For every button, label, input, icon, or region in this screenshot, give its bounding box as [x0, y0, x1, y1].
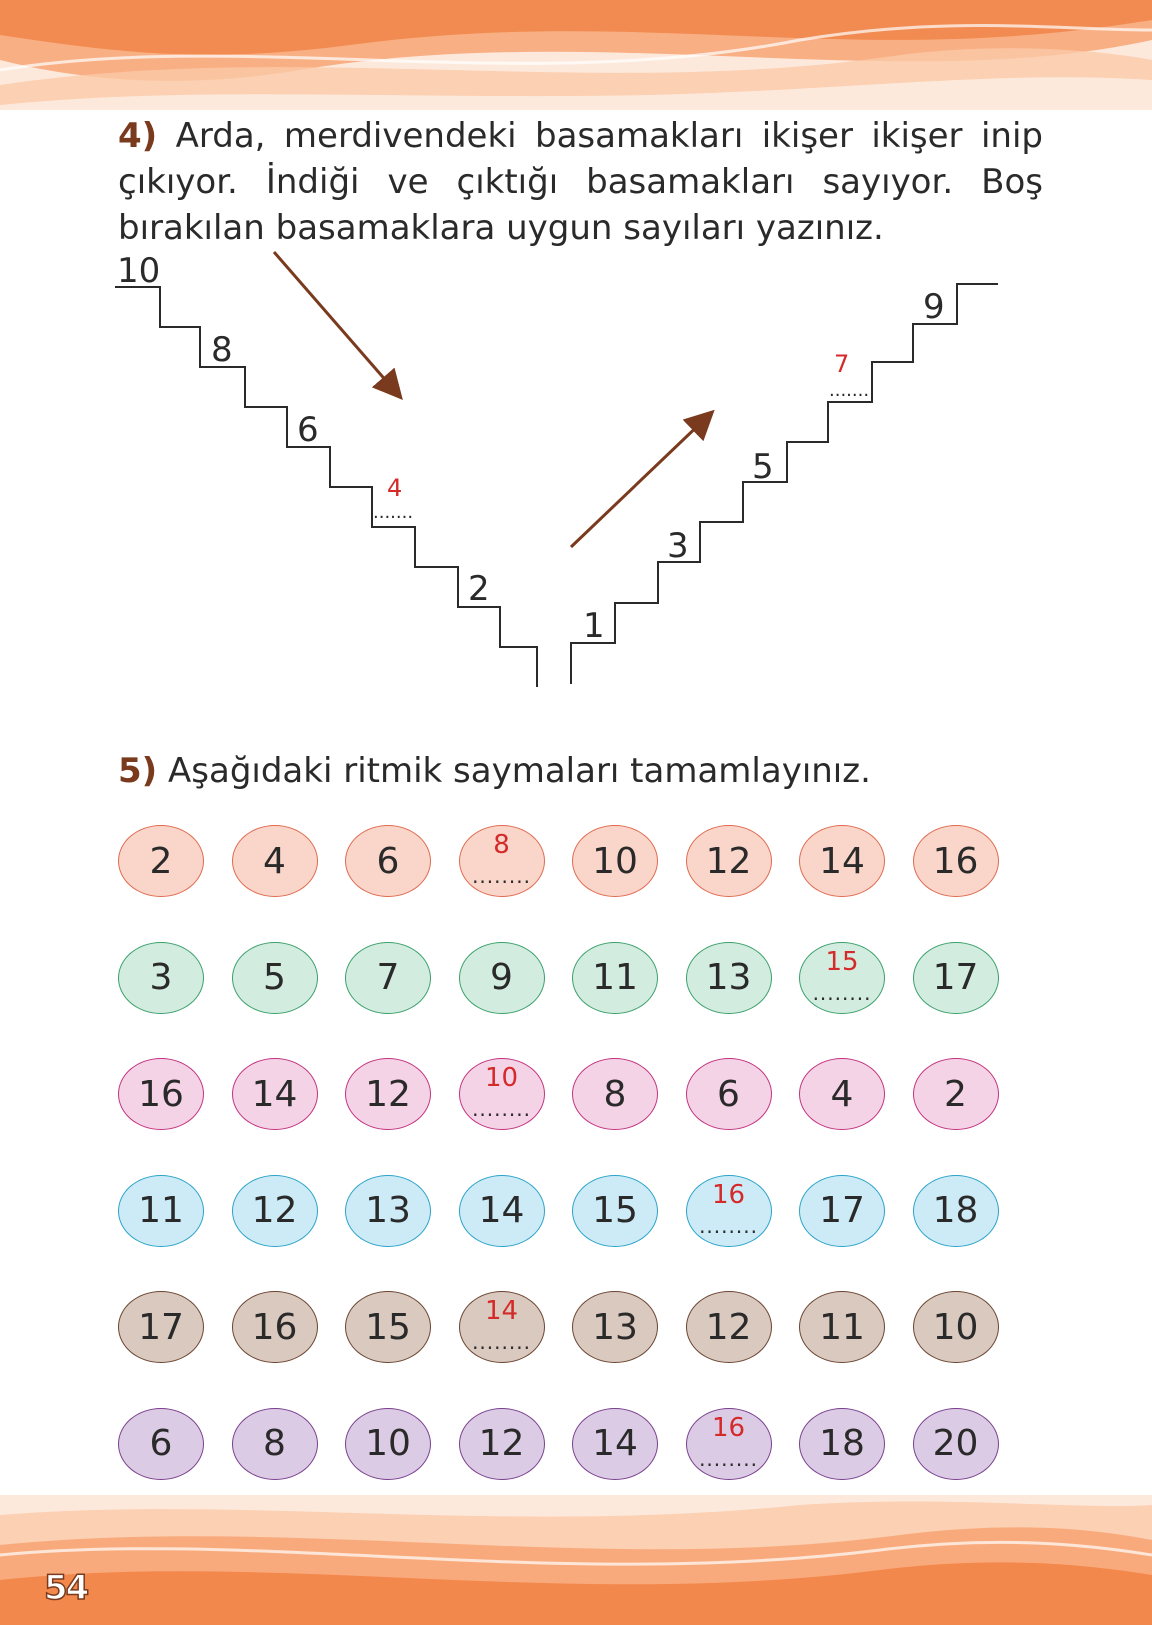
counting-blank-cell[interactable] [459, 825, 545, 897]
counting-number-cell: 12 [232, 1175, 318, 1247]
stair-blank-right: ....... [829, 380, 870, 401]
counting-blank-dots: ........ [472, 864, 531, 888]
question-5-body: Aşağıdaki ritmik saymaları tamamlayınız. [168, 751, 871, 791]
counting-number-cell: 2 [913, 1058, 999, 1130]
counting-blank-dots: ........ [699, 1446, 758, 1471]
counting-number-cell: 14 [799, 825, 885, 897]
counting-number-cell: 2 [118, 825, 204, 897]
counting-number-cell: 4 [799, 1058, 885, 1130]
counting-number-cell: 13 [686, 942, 772, 1014]
stair-label-10: 10 [117, 251, 161, 291]
down-arrow [274, 252, 395, 391]
counting-number-cell: 12 [686, 1291, 772, 1363]
counting-number-cell: 14 [572, 1408, 658, 1480]
counting-number-cell: 9 [459, 942, 545, 1014]
counting-number-cell: 20 [913, 1408, 999, 1480]
counting-number-cell: 13 [572, 1291, 658, 1363]
question-4-text [118, 113, 1043, 251]
stair-label-5: 5 [752, 447, 774, 487]
question-5-number: 5) [118, 751, 158, 791]
counting-number-cell: 18 [799, 1408, 885, 1480]
counting-number-cell: 16 [232, 1291, 318, 1363]
stair-label-2: 2 [468, 569, 490, 609]
counting-answer: 16 [711, 1179, 746, 1210]
counting-number-cell: 18 [913, 1175, 999, 1247]
staircase-diagram [0, 250, 1152, 700]
counting-number-cell: 5 [232, 942, 318, 1014]
counting-number-cell: 6 [686, 1058, 772, 1130]
page-number: 54 [44, 1568, 88, 1608]
stair-label-6: 6 [297, 410, 319, 450]
stair-label-9: 9 [923, 287, 945, 327]
counting-blank-dots: ........ [472, 1330, 531, 1354]
counting-number-cell: 16 [913, 825, 999, 897]
counting-number-cell: 11 [572, 942, 658, 1014]
counting-blank-dots: ........ [699, 1213, 758, 1238]
counting-number-cell: 17 [799, 1175, 885, 1247]
counting-answer: 14 [484, 1296, 519, 1326]
counting-number-cell: 10 [572, 825, 658, 897]
counting-answer: 15 [825, 946, 859, 977]
counting-blank-cell[interactable] [686, 1175, 772, 1247]
counting-answer: 10 [484, 1063, 519, 1093]
counting-number-cell: 4 [232, 825, 318, 897]
stair-label-8: 8 [211, 330, 233, 370]
counting-number-cell: 6 [118, 1408, 204, 1480]
counting-blank-cell[interactable] [686, 1408, 772, 1480]
bottom-decorative-band [0, 1495, 1152, 1625]
counting-number-cell: 13 [345, 1175, 431, 1247]
stair-label-3: 3 [667, 526, 689, 566]
counting-number-cell: 15 [345, 1291, 431, 1363]
counting-number-cell: 3 [118, 942, 204, 1014]
counting-blank-dots: ........ [472, 1097, 531, 1121]
counting-number-cell: 17 [913, 942, 999, 1014]
stair-answer-4: 4 [387, 474, 403, 502]
stair-blank-left: ....... [373, 502, 414, 523]
counting-number-cell: 16 [118, 1058, 204, 1130]
counting-number-cell: 7 [345, 942, 431, 1014]
counting-blank-cell[interactable] [459, 1291, 545, 1363]
counting-number-cell: 10 [913, 1291, 999, 1363]
counting-blank-cell[interactable] [459, 1058, 545, 1130]
counting-number-cell: 11 [118, 1175, 204, 1247]
counting-number-cell: 10 [345, 1408, 431, 1480]
counting-number-cell: 17 [118, 1291, 204, 1363]
counting-number-cell: 12 [686, 825, 772, 897]
counting-number-cell: 8 [572, 1058, 658, 1130]
stair-answer-7: 7 [834, 350, 850, 378]
counting-number-cell: 12 [459, 1408, 545, 1480]
stair-label-1: 1 [583, 606, 605, 646]
counting-blank-dots: ........ [812, 980, 872, 1005]
counting-number-cell: 15 [572, 1175, 658, 1247]
left-staircase [115, 287, 537, 687]
counting-number-cell: 6 [345, 825, 431, 897]
top-decorative-band [0, 0, 1152, 110]
counting-number-cell: 8 [232, 1408, 318, 1480]
counting-answer: 16 [711, 1412, 746, 1443]
question-5-text [118, 748, 1043, 794]
counting-number-cell: 14 [232, 1058, 318, 1130]
counting-number-cell: 12 [345, 1058, 431, 1130]
counting-number-cell: 11 [799, 1291, 885, 1363]
question-4-number: 4) [118, 116, 158, 156]
question-4-body: Arda, merdivendeki basamakları ikişer ikişer inip çıkıyor. İndiği ve çıktığı basamakları sayıyor. Boş bırakılan basamaklara uygun sayıları yazınız. [118, 116, 1043, 248]
counting-number-cell: 14 [459, 1175, 545, 1247]
counting-blank-cell[interactable] [799, 942, 885, 1014]
counting-answer: 8 [493, 830, 510, 860]
